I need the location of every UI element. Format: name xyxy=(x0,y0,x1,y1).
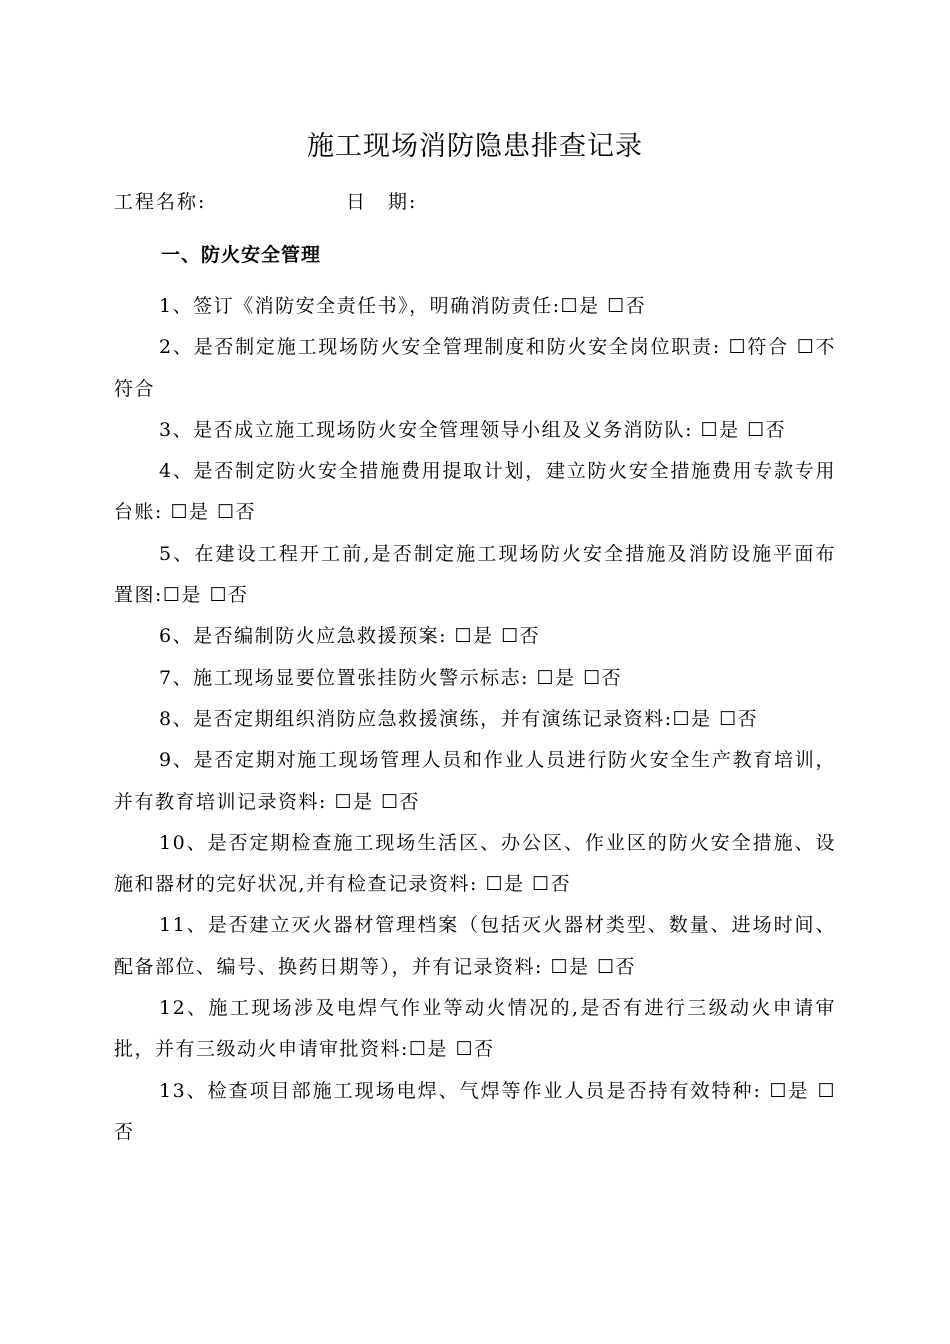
checklist-item: 9、是否定期对施工现场管理人员和作业人员进行防火安全生产教育培训，并有教育培训记录资料: ☐是 ☐否 xyxy=(114,749,836,813)
section-heading: 一、防火安全管理 xyxy=(161,244,322,266)
checklist-item: 11、是否建立灭火器材管理档案（包括灭火器材类型、数量、进场时间、配备部位、编号、换药日期等），并有记录资料: ☐是 ☐否 xyxy=(114,914,836,978)
page-title: 施工现场消防隐患排查记录 xyxy=(307,131,643,162)
checklist-item: 8、是否定期组织消防应急救援演练，并有演练记录资料:☐是 ☐否 xyxy=(159,707,759,730)
checklist-item: 7、施工现场显要位置张挂防火警示标志: ☐是 ☐否 xyxy=(159,666,623,689)
checklist-item: 6、是否编制防火应急救援预案: ☐是 ☐否 xyxy=(159,625,541,648)
checklist-item: 5、在建设工程开工前,是否制定施工现场防火安全措施及消防设施平面布置图:☐是 ☐否 xyxy=(114,542,836,607)
checklist-item: 1、签订《消防安全责任书》，明确消防责任:☐是 ☐否 xyxy=(159,295,647,317)
checklist-item: 12、施工现场涉及电焊气作业等动火情况的,是否有进行三级动火申请审批，并有三级动火申请审批资料:☐是 ☐否 xyxy=(114,997,836,1061)
project-name-label: 工程名称: xyxy=(114,191,207,213)
checklist-item: 10、是否定期检查施工现场生活区、办公区、作业区的防火安全措施、设施和器材的完好状况,并有检查记录资料: ☐是 ☐否 xyxy=(114,831,836,896)
checklist-item: 2、是否制定施工现场防火安全管理制度和防火安全岗位职责: ☐符合 ☐不符合 xyxy=(114,336,836,400)
header-fields xyxy=(114,189,418,215)
checklist xyxy=(114,286,836,1153)
checklist-item: 4、是否制定防火安全措施费用提取计划，建立防火安全措施费用专款专用台账: ☐是 ☐否 xyxy=(114,460,836,524)
date-label: 日 期: xyxy=(346,191,418,213)
checklist-item: 3、是否成立施工现场防火安全管理领导小组及义务消防队: ☐是 ☐否 xyxy=(159,418,787,441)
checklist-item: 13、检查项目部施工现场电焊、气焊等作业人员是否持有效特种: ☐是 ☐否 xyxy=(114,1079,836,1143)
